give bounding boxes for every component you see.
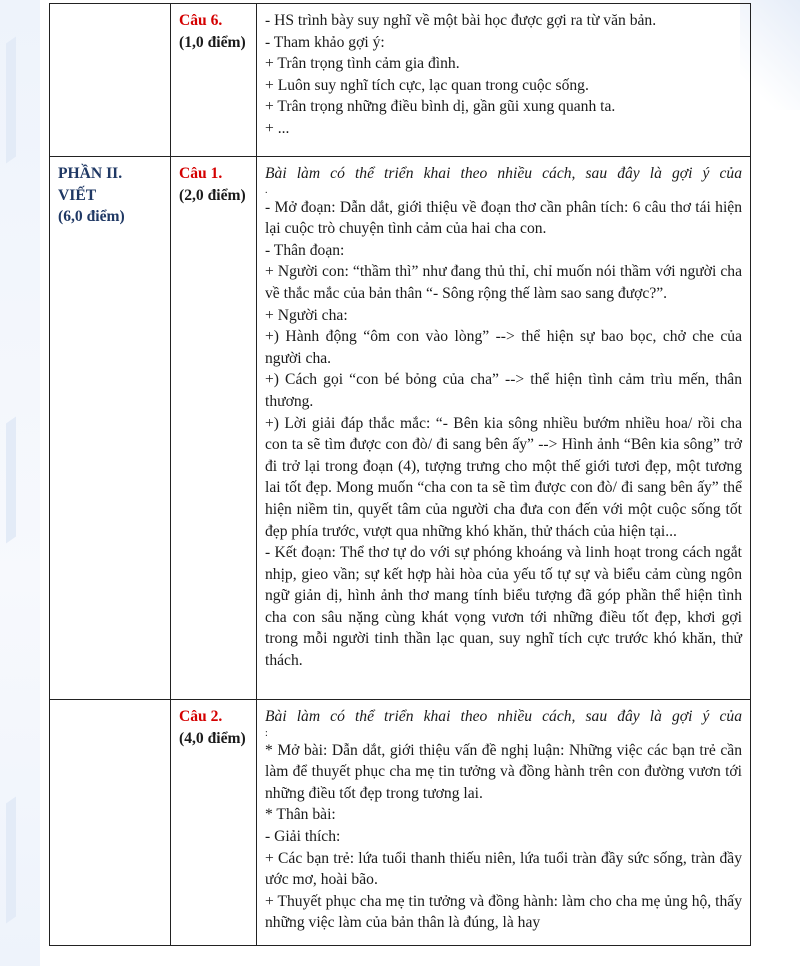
answer-paragraph: + Người con: “thầm thì” như đang thủ thỉ, chỉ muốn nói thầm với người cha về thắc mắc của bản thân “- Sông rộng thế làm sao sang được?”. bbox=[265, 263, 742, 302]
decor-stripe bbox=[6, 796, 16, 923]
question-points: (1,0 điểm) bbox=[179, 33, 246, 51]
answer-table bbox=[49, 3, 751, 946]
answer-paragraph: - Kết đoạn: Thể thơ tự do với sự phóng khoáng và linh hoạt trong cách ngắt nhịp, gieo vần; sự kết hợp hài hòa của yếu tố tự sự và biểu cảm cùng ngôn ngữ giản dị, hình ảnh thơ mang tính biểu tượng đã góp phần thể hiện tình cha con sâu nặng cùng khát vọng vươn tới những điều tốt đẹp, khơi gợi trong mỗi người tinh thần lạc quan, suy nghĩ tích cực trước khó khăn, thử thách. bbox=[265, 544, 742, 670]
question-cell bbox=[171, 157, 257, 700]
answer-line: + ... bbox=[265, 119, 290, 137]
table-row bbox=[50, 700, 751, 946]
answer-intro-tail: : bbox=[265, 727, 268, 739]
question-label: Câu 1. bbox=[179, 165, 223, 182]
answer-paragraph: * Thân bài: bbox=[265, 806, 336, 824]
section-title: PHẦN II. VIẾT bbox=[58, 165, 123, 204]
question-points: (4,0 điểm) bbox=[179, 729, 246, 747]
question-label: Câu 2. bbox=[179, 708, 223, 725]
answer-cell bbox=[257, 4, 751, 157]
answer-cell bbox=[257, 700, 751, 946]
answer-paragraph: - Thân đoạn: bbox=[265, 241, 345, 259]
answer-line: - Tham khảo gợi ý: bbox=[265, 33, 385, 51]
answer-intro: Bài làm có thể triển khai theo nhiều cách, sau đây là gợi ý của bbox=[265, 708, 742, 725]
question-cell bbox=[171, 700, 257, 946]
answer-line: + Trân trọng tình cảm gia đình. bbox=[265, 55, 460, 73]
table-row bbox=[50, 157, 751, 700]
answer-paragraph: - Mở đoạn: Dẫn dắt, giới thiệu về đoạn thơ cần phân tích: 6 câu thơ tái hiện lại cuộc trò chuyện tình cảm của hai cha con. bbox=[265, 198, 742, 238]
answer-paragraph: - Giải thích: bbox=[265, 827, 341, 845]
answer-intro: Bài làm có thể triển khai theo nhiều cách, sau đây là gợi ý của bbox=[265, 165, 742, 182]
answer-paragraph: + Người cha: bbox=[265, 306, 348, 324]
answer-paragraph: +) Hành động “ôm con vào lòng” --> thể hiện sự bao bọc, chở che của người cha. bbox=[265, 328, 742, 367]
section-cell bbox=[50, 4, 171, 157]
decor-stripe bbox=[6, 416, 16, 543]
answer-line: - HS trình bày suy nghĩ về một bài học được gợi ra từ văn bản. bbox=[265, 12, 657, 29]
answer-line: + Luôn suy nghĩ tích cực, lạc quan trong cuộc sống. bbox=[265, 76, 589, 94]
answer-paragraph: +) Lời giải đáp thắc mắc: “- Bên kia sông nhiều bướm nhiều hoa/ rồi cha con ta sẽ tìm được con đò/ đi sang bên ấy” --> Hình ảnh “Bên kia sông” trở đi trở lại trong đoạn (4), tượng trưng cho một thế giới tươi đẹp, một tương lai tốt đẹp. Mong muốn “cha con ta sẽ tìm được con đò/ đi sang bên ấy” thể hiện niềm tin, quyết tâm của người cha đưa con đến với một cuộc sống tốt đẹp phía trước, vượt qua những khó khăn, thử thách của hiện tại... bbox=[265, 414, 742, 540]
question-label: Câu 6. bbox=[179, 12, 223, 29]
left-decoration bbox=[0, 0, 40, 966]
section-cell bbox=[50, 157, 171, 700]
section-points: (6,0 điểm) bbox=[58, 208, 125, 226]
answer-paragraph: + Các bạn trẻ: lứa tuổi thanh thiếu niên, lứa tuổi tràn đầy sức sống, tràn đầy ước mơ, hoài bão. bbox=[265, 849, 742, 889]
answer-cell bbox=[257, 157, 751, 700]
decor-stripe bbox=[6, 36, 16, 163]
answer-line: + Trân trọng những điều bình dị, gần gũi xung quanh ta. bbox=[265, 98, 616, 116]
question-points: (2,0 điểm) bbox=[179, 186, 246, 204]
answer-paragraph: +) Cách gọi “con bé bỏng của cha” --> thể hiện tình cảm trìu mến, thân thương. bbox=[265, 371, 742, 410]
answer-intro-tail: . bbox=[265, 184, 268, 196]
answer-paragraph: + Thuyết phục cha mẹ tin tưởng và đồng hành: làm cho cha mẹ ủng hộ, thấy những việc làm của bản thân là đúng, là hay bbox=[265, 892, 742, 932]
section-cell bbox=[50, 700, 171, 946]
question-cell bbox=[171, 4, 257, 157]
table-row bbox=[50, 4, 751, 157]
answer-paragraph: * Mở bài: Dẫn dắt, giới thiệu vấn đề nghị luận: Những việc các bạn trẻ cần làm để thuyết phục cha mẹ tin tưởng và đồng hành trên con đường vươn tới những điều tốt đẹp trong tương lai. bbox=[265, 741, 742, 802]
